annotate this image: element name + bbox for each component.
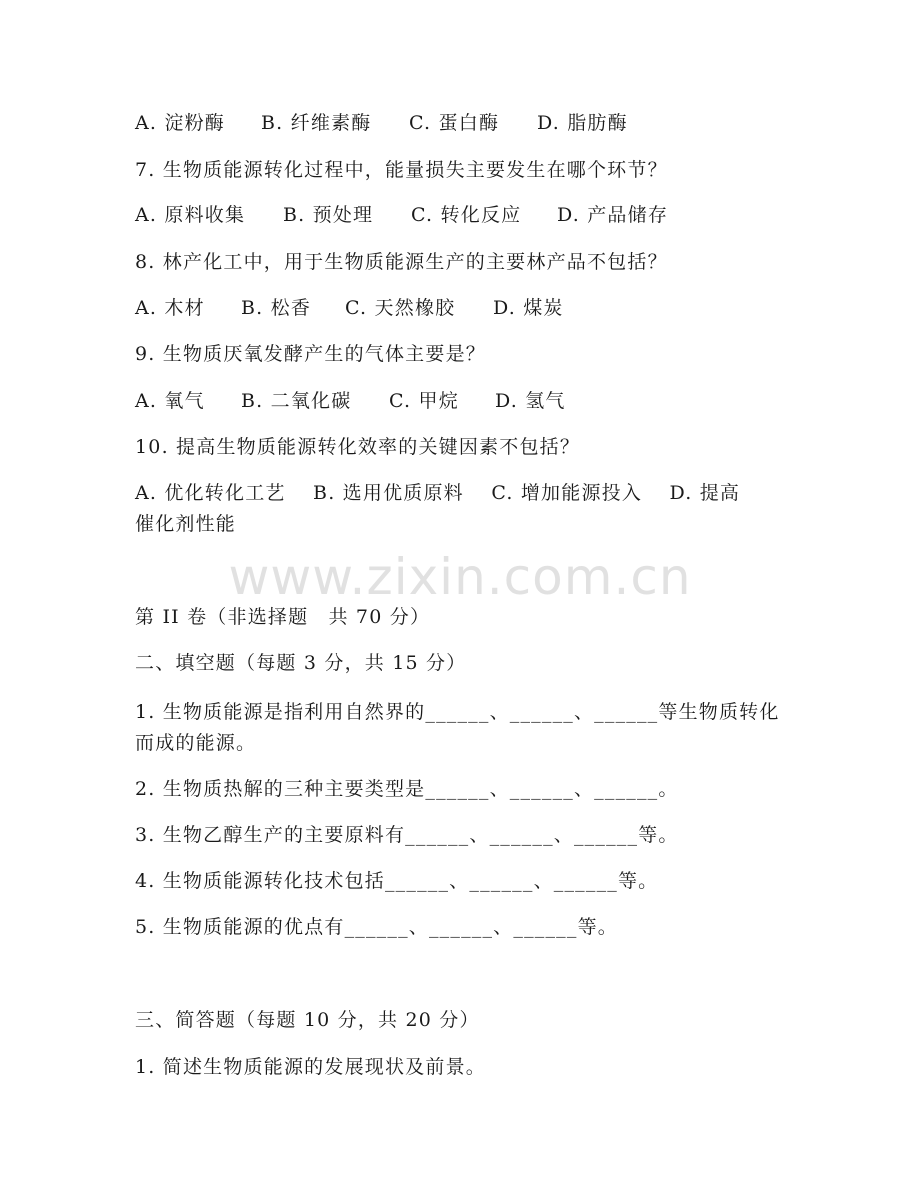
q7-option-d: D. 产品储存 [557,204,669,226]
watermark: www.zixin.com.cn [228,548,692,606]
q7-text: 7. 生物质能源转化过程中，能量损失主要发生在哪个环节？ [135,159,668,181]
q9-option-d: D. 氢气 [495,390,566,412]
q7-option-a: A. 原料收集 [135,204,246,226]
q9-option-b: B. 二氧化碳 [241,390,352,412]
q7-option-c: C. 转化反应 [411,204,522,226]
q9-option-c: C. 甲烷 [389,390,459,412]
fill-item-4: 4. 生物质能源转化技术包括______、______、______等。 [135,870,659,892]
part2-title: 第 II 卷（非选择题 共 70 分） [135,606,431,628]
fill-item-2: 2. 生物质热解的三种主要类型是______、______、______。 [135,778,679,800]
q7-option-b: B. 预处理 [283,204,374,226]
q8-option-a: A. 木材 [135,297,205,319]
fill-heading: 二、填空题（每题 3 分，共 15 分） [135,652,467,674]
q6-option-b: B. 纤维素酶 [261,112,372,134]
q9-option-a: A. 氧气 [135,390,205,412]
q8-option-b: B. 松香 [241,297,312,319]
fill-item-5: 5. 生物质能源的优点有______、______、______等。 [135,916,618,938]
q7-options [135,200,785,230]
q8-options [135,293,785,323]
q8-option-d: D. 煤炭 [493,297,564,319]
q6-option-c: C. 蛋白酶 [409,112,500,134]
q10-options-line1: A. 优化转化工艺 B. 选用优质原料 C. 增加能源投入 D. 提高 [135,482,741,504]
q9-options [135,386,785,416]
fill-item-3: 3. 生物乙醇生产的主要原料有______、______、______等。 [135,824,679,846]
q8-option-c: C. 天然橡胶 [345,297,456,319]
q10-options-line2: 催化剂性能 [135,513,237,535]
q6-options [135,108,785,138]
q6-option-a: A. 淀粉酶 [135,112,226,134]
fill-item-1: 1. 生物质能源是指利用自然界的______、______、______等生物质转化而成的能源。 [135,701,780,754]
q8-text: 8. 林产化工中，用于生物质能源生产的主要林产品不包括？ [135,251,668,273]
q6-option-d: D. 脂肪酶 [537,112,628,134]
q9-text: 9. 生物质厌氧发酵产生的气体主要是？ [135,343,486,365]
q10-text: 10. 提高生物质能源转化效率的关键因素不包括？ [135,436,581,458]
short-item-1: 1. 简述生物质能源的发展现状及前景。 [135,1056,486,1078]
short-heading: 三、简答题（每题 10 分，共 20 分） [135,1009,480,1031]
